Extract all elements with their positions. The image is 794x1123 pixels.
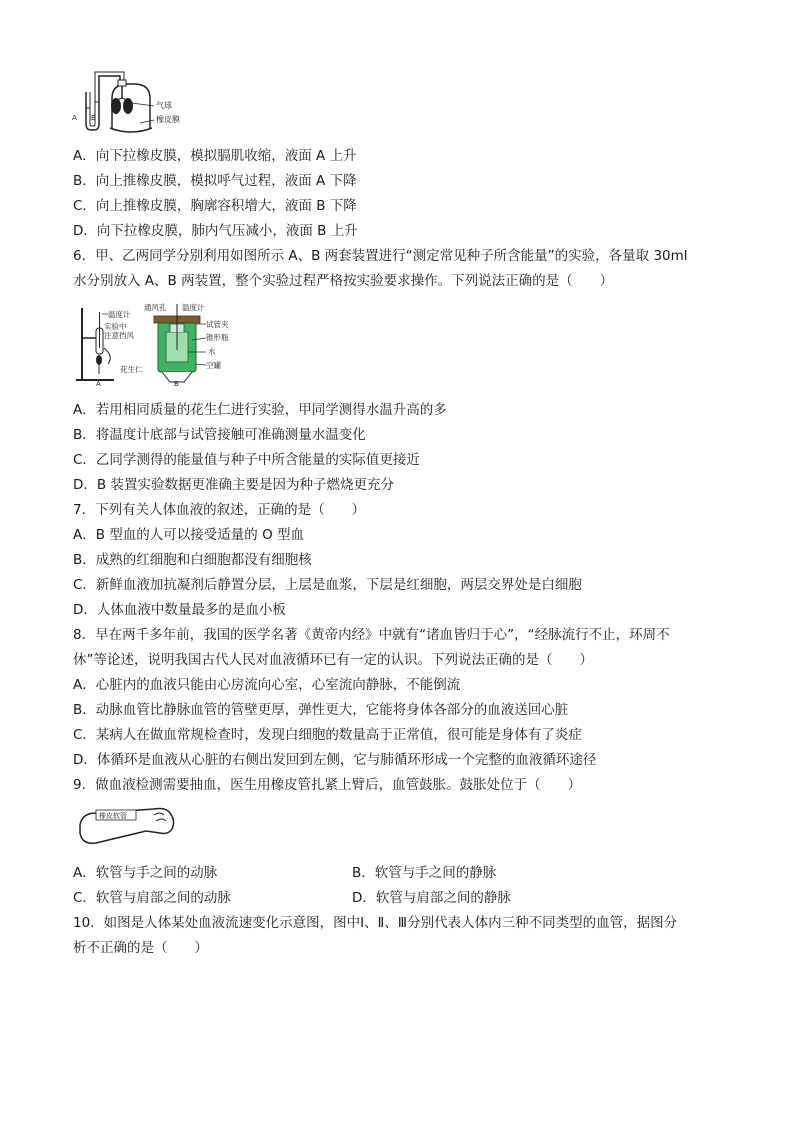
a-tube-label: 实验中: [104, 322, 127, 331]
membrane-label: 橡皮膜: [156, 115, 180, 124]
q8-option-c: C．某病人在做血常规检查时，发现白细胞的数量高于正常值，很可能是身体有了炎症: [73, 727, 582, 743]
label-a: A: [72, 114, 77, 122]
label-b: B: [91, 114, 96, 122]
q9-option-b: B．软管与手之间的静脉: [352, 865, 497, 881]
q10-stem-line2: 析不正确的是（ ）: [73, 940, 208, 956]
q7-stem: 7．下列有关人体血液的叙述，正确的是（ ）: [73, 502, 366, 518]
q9-option-a: A．软管与手之间的动脉: [73, 865, 218, 881]
tube-label: 橡皮软管: [99, 812, 127, 820]
lung-model-figure: [70, 68, 200, 134]
b-clamp-label: 试管夹: [206, 320, 229, 329]
q6-stem-line2: 水分别放入 A、B 两装置，整个实验过程严格按实验要求操作。下列说法正确的是（ ）: [73, 273, 614, 289]
arm-tourniquet-figure: [76, 803, 180, 849]
q8-stem-line2: 休”等论述，说明我国古代人民对血液循环已有一定的认识。下列说法正确的是（ ）: [73, 652, 593, 668]
q8-option-d: D．体循环是血液从心脏的右侧出发回到左侧，它与肺循环形成一个完整的血液循环途径: [73, 752, 597, 768]
q8-option-b: B．动脉血管比静脉血管的管壁更厚，弹性更大，它能将身体各部分的血液送回心脏: [73, 702, 569, 718]
b-flask-label: 锥形瓶: [206, 333, 229, 342]
q6-option-b: B．将温度计底部与试管接触可准确测量水温变化: [73, 427, 366, 443]
q10-stem-line1: 10．如图是人体某处血液流速变化示意图，图中Ⅰ、Ⅱ、Ⅲ分别代表人体内三种不同类型的血管，据图分: [73, 915, 678, 931]
a-label: A: [96, 380, 101, 386]
q5-option-a: A．向下拉橡皮膜，模拟膈肌收缩，液面 A 上升: [73, 148, 357, 164]
a-thermometer-label: 温度计: [108, 310, 131, 319]
q6-option-c: C．乙同学测得的能量值与种子中所含能量的实际值更接近: [73, 452, 420, 468]
q8-stem-line1: 8．早在两千多年前，我国的医学名著《黄帝内经》中就有“诸血皆归于心”，“经脉流行不止，环周不: [73, 627, 670, 643]
a-screen-label: 注意挡风: [104, 331, 134, 340]
q7-option-b: B．成熟的红细胞和白细胞都没有细胞核: [73, 552, 312, 568]
b-label: B: [174, 380, 179, 386]
q9-option-c: C．软管与肩部之间的动脉: [73, 890, 231, 906]
q7-option-d: D．人体血液中数量最多的是血小板: [73, 602, 286, 618]
a-seed-label: 花生仁: [120, 365, 143, 374]
q6-stem-line1: 6．甲、乙两同学分别利用如图所示 A、B 两套装置进行“测定常见种子所含能量”的实验，各量取 30ml: [73, 248, 688, 264]
balloon-label: 气球: [156, 101, 172, 110]
q9-stem: 9．做血液检测需要抽血，医生用橡皮管扎紧上臂后，血管鼓胀。鼓胀处位于（ ）: [73, 777, 582, 793]
q7-option-c: C．新鲜血液加抗凝剂后静置分层，上层是血浆，下层是红细胞，两层交界处是白细胞: [73, 577, 582, 593]
q5-option-d: D．向下拉橡皮膜，肺内气压减小，液面 B 上升: [73, 223, 358, 239]
b-thermometer-label: 温度计: [182, 303, 205, 312]
q8-option-a: A．心脏内的血液只能由心房流向心室，心室流向静脉，不能倒流: [73, 677, 461, 693]
b-vent-label: 通风孔: [144, 303, 167, 312]
q6-option-d: D．B 装置实验数据更准确主要是因为种子燃烧更充分: [73, 477, 394, 493]
seed-energy-apparatus-figure: [74, 300, 246, 386]
b-water-label: 水: [208, 347, 216, 356]
q5-option-b: B．向上推橡皮膜，模拟呼气过程，液面 A 下降: [73, 173, 357, 189]
q6-option-a: A．若用相同质量的花生仁进行实验，甲同学测得水温升高的多: [73, 402, 447, 418]
q7-option-a: A．B 型血的人可以接受适量的 O 型血: [73, 527, 304, 543]
q5-option-c: C．向上推橡皮膜，胸廓容积增大，液面 B 下降: [73, 198, 357, 214]
q9-option-d: D．软管与肩部之间的静脉: [352, 890, 511, 906]
b-can-label: 空罐: [206, 361, 221, 370]
